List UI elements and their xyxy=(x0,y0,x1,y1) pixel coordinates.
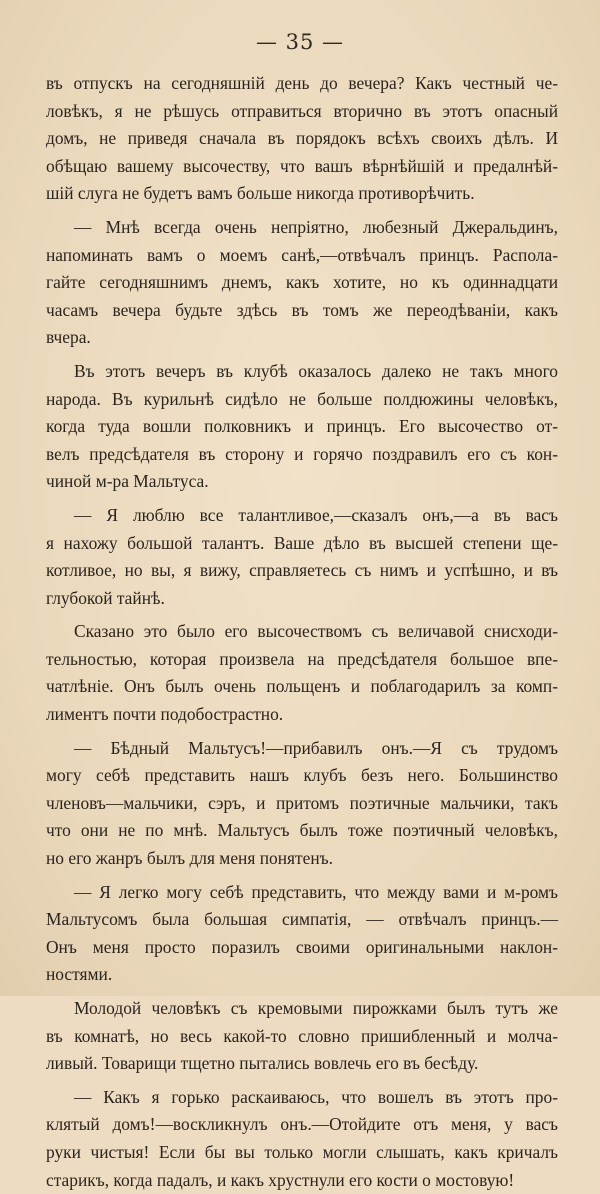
text-line: тельностью, которая произвела на предсѣдателя большое впе- xyxy=(46,648,558,669)
text-line: ностями. xyxy=(46,964,113,985)
text-line: чиной м-ра Мальтуса. xyxy=(46,471,209,492)
text-line: котливое, но вы, я вижу, справляетесь съ нимъ и успѣшно, и въ xyxy=(46,560,558,581)
text-line: старикъ, когда падалъ, и какъ хрустнули его кости о мостовую! xyxy=(46,1169,515,1190)
text-line: Онъ меня просто поразилъ своими оригинальными наклон- xyxy=(46,936,558,957)
text-line: напоминать вамъ о моемъ санѣ,—отвѣчалъ принцъ. Распола- xyxy=(46,244,558,265)
text-line: въ комнатѣ, но весь какой-то словно пришибленный и молча- xyxy=(46,1025,558,1046)
text-line: членовъ—мальчики, сэръ, и притомъ поэтичные мальчики, такъ xyxy=(46,792,558,813)
text-line: ловѣкъ, я не рѣшусь отправиться вторично въ этотъ опасный xyxy=(46,100,558,121)
text-line: вчера. xyxy=(46,327,91,348)
paragraph xyxy=(46,618,558,728)
paragraph xyxy=(46,70,558,208)
text-line: шій слуга не будетъ вамъ больше никогда противорѣчить. xyxy=(46,183,475,204)
text-line: глубокой тайнѣ. xyxy=(46,587,165,608)
text-line: — Я люблю все талантливое,—сказалъ онъ,—а въ васъ xyxy=(74,504,558,525)
text-line: велъ предсѣдателя въ сторону и горячо поздравилъ его съ кон- xyxy=(46,443,558,464)
text-line: часамъ вечера будьте здѣсь въ томъ же переодѣваніи, какъ xyxy=(46,299,558,320)
text-line: домъ, не приведя сначала въ порядокъ всѣхъ своихъ дѣлъ. И xyxy=(46,128,558,149)
text-line: обѣщаю вашему высочеству, что вашъ вѣрнѣйшій и предалнѣй- xyxy=(46,155,558,176)
text-line: въ отпускъ на сегодняшній день до вечера? Какъ честный че- xyxy=(46,73,558,93)
text-line: — Мнѣ всегда очень непріятно, любезный Джеральдинъ, xyxy=(74,216,558,237)
text-line: могу себѣ представить нашъ клубъ безъ него. Большинство xyxy=(46,765,558,786)
text-line: Молодой человѣкъ съ кремовыми пирожками былъ тутъ же xyxy=(74,998,558,1018)
page-number: — 35 — xyxy=(255,30,345,54)
text-line: Въ этотъ вечеръ въ клубѣ оказалось далеко не такъ много xyxy=(74,360,558,381)
text-line: — Какъ я горько раскаиваюсь, что вошелъ въ этотъ про- xyxy=(74,1086,558,1107)
paragraph xyxy=(46,995,558,1078)
paragraph xyxy=(46,502,558,612)
text-line: чатлѣніе. Онъ былъ очень польщенъ и поблагодарилъ за комп- xyxy=(46,676,558,697)
text-line: но его жанръ былъ для меня понятенъ. xyxy=(46,848,333,869)
paragraph xyxy=(46,214,558,352)
text-line: — Я легко могу себѣ представить, что между вами и м-ромъ xyxy=(74,881,558,902)
text-line: клятый домъ!—воскликнулъ онъ.—Отойдите отъ меня, у васъ xyxy=(46,1114,558,1135)
text-line: — Бѣдный Мальтусъ!—прибавилъ онъ.—Я съ трудомъ xyxy=(74,737,558,758)
text-line: лиментъ почти подобострастно. xyxy=(46,704,284,725)
text-line: руки чистыя! Если бы вы только могли слышать, какъ кричалъ xyxy=(46,1141,558,1162)
text-line: гайте сегодняшнимъ днемъ, какъ хотите, но къ одиннадцати xyxy=(46,272,558,293)
paragraph xyxy=(46,735,558,873)
page-text xyxy=(46,70,558,1194)
text-line: ливый. Товарищи тщетно пытались вовлечь его въ бесѣду. xyxy=(46,1053,479,1074)
paragraph xyxy=(46,358,558,496)
paragraph xyxy=(46,879,558,989)
text-line: что они не по мнѣ. Мальтусъ былъ тоже поэтичный человѣкъ, xyxy=(46,820,558,841)
text-line: Мальтусомъ была большая симпатія, — отвѣчалъ принцъ.— xyxy=(46,909,558,930)
text-line: народа. Въ курильнѣ сидѣло не больше полдюжины человѣкъ, xyxy=(46,388,558,409)
text-line: я нахожу большой талантъ. Ваше дѣло въ высшей степени щe- xyxy=(46,532,558,553)
text-line: когда туда вошли полковникъ и принцъ. Его высочество от- xyxy=(46,416,558,437)
text-line: Сказано это было его высочествомъ съ величавой снисходи- xyxy=(74,621,558,642)
paragraph xyxy=(46,1084,558,1194)
